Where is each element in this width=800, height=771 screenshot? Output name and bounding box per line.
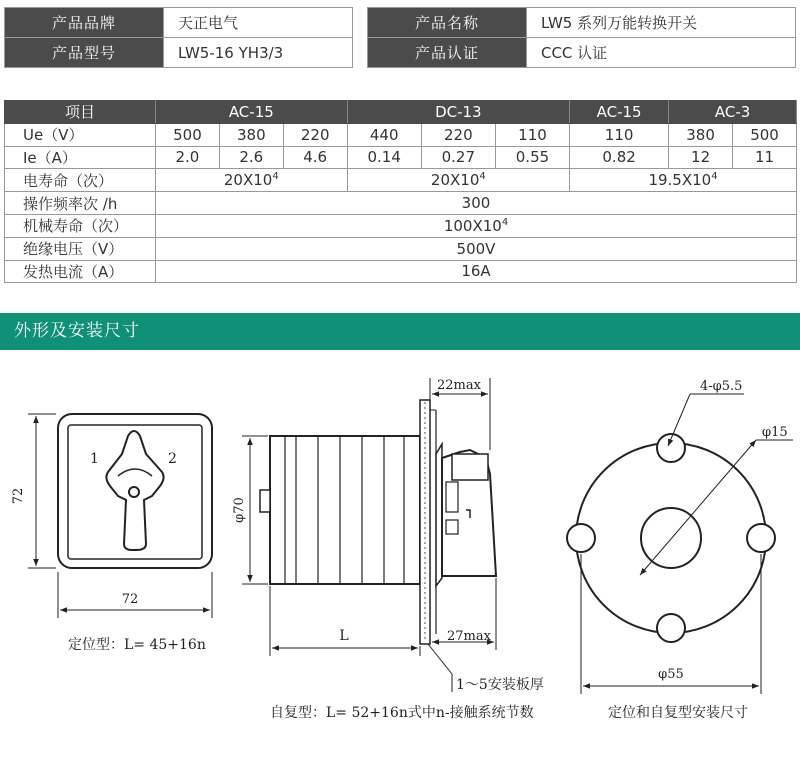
name-value: LW5 系列万能转换开关: [526, 8, 795, 38]
mech-value: 100X10: [443, 216, 502, 235]
side-view: [232, 378, 544, 721]
spec-header-row: [5, 101, 797, 124]
life-value-3: 19.5X10: [648, 171, 712, 190]
life-label: 电寿命（次）: [5, 169, 156, 192]
mount-hole: [747, 524, 775, 552]
product-info-table: [4, 7, 796, 68]
header-ac15-b: AC-15: [570, 101, 669, 124]
brand-label: 产品品牌: [5, 8, 164, 38]
table-cell: 0.27: [421, 146, 495, 169]
position-label-2: 2: [168, 451, 177, 467]
table-cell: 380: [219, 123, 283, 146]
insul-row: [5, 237, 797, 260]
mount-caption: 定位和自复型安装尺寸: [608, 705, 748, 721]
cert-label: 产品认证: [367, 38, 526, 68]
heat-value: 16A: [156, 260, 797, 283]
ie-row: [5, 146, 797, 169]
table-cell: 500: [733, 123, 797, 146]
exponent: 4: [501, 216, 509, 228]
mounting-view: [567, 379, 793, 721]
table-cell: 110: [495, 123, 569, 146]
insul-label: 绝缘电压（V）: [5, 237, 156, 260]
insul-value: 500V: [156, 237, 797, 260]
position-label-1: 1: [90, 451, 99, 467]
height-dim-label: 72: [11, 487, 26, 505]
mount-hole: [567, 524, 595, 552]
table-cell: 500: [156, 123, 220, 146]
life-value-1: 20X10: [223, 171, 273, 190]
table-cell: 0.14: [347, 146, 421, 169]
table-cell: 0.82: [570, 146, 669, 169]
front-view: [11, 414, 212, 653]
table-cell: 0.55: [495, 146, 569, 169]
freq-value: 300: [156, 192, 797, 215]
name-label: 产品名称: [367, 8, 526, 38]
cert-value: CCC 认证: [526, 38, 795, 68]
mech-label: 机械寿命（次）: [5, 214, 156, 237]
header-ac15-a: AC-15: [156, 101, 348, 124]
mech-row: [5, 214, 797, 237]
life-row: [5, 169, 797, 192]
heat-label: 发热电流（A）: [5, 260, 156, 283]
header-dc13: DC-13: [347, 101, 569, 124]
brand-value: 天正电气: [164, 8, 353, 38]
life-value-2: 20X10: [430, 171, 480, 190]
table-cell: 11: [733, 146, 797, 169]
model-value: LW5-16 YH3/3: [164, 38, 353, 68]
table-cell: 220: [421, 123, 495, 146]
header-ac3: AC-3: [669, 101, 797, 124]
exponent: 4: [711, 171, 718, 183]
top-dim-label: 22max: [437, 378, 481, 393]
table-cell: 440: [347, 123, 421, 146]
diameter-55-label: φ55: [658, 667, 684, 682]
plate-thickness-note: 1～5安装板厚: [456, 677, 544, 693]
front-caption: 定位型：L= 45+16n: [68, 637, 206, 653]
heat-row: [5, 260, 797, 283]
section-title: 外形及安装尺寸: [14, 321, 140, 341]
exponent: 4: [479, 171, 486, 183]
table-cell: 2.0: [156, 146, 220, 169]
section-header: [0, 313, 800, 350]
dimension-drawing: [0, 350, 800, 771]
ie-label: Ie（A）: [5, 146, 156, 169]
table-cell: 380: [669, 123, 733, 146]
table-cell: 4.6: [283, 146, 347, 169]
diameter-15-label: φ15: [762, 425, 788, 440]
mount-hole: [657, 614, 685, 642]
bottom-dim-label: 27max: [447, 629, 491, 644]
spec-table: [4, 100, 797, 283]
freq-row: [5, 192, 797, 215]
table-cell: 220: [283, 123, 347, 146]
side-caption: 自复型：L= 52+16n式中n-接触系统节数: [270, 705, 534, 721]
knob-handle: [106, 431, 163, 550]
freq-label: 操作频率次 /h: [5, 192, 156, 215]
ue-row: [5, 123, 797, 146]
header-item: 项目: [5, 101, 156, 124]
ue-label: Ue（V）: [5, 123, 156, 146]
length-dim-label: L: [339, 628, 349, 644]
table-cell: 12: [669, 146, 733, 169]
model-label: 产品型号: [5, 38, 164, 68]
diameter-70-label: φ70: [232, 497, 247, 523]
table-cell: 2.6: [219, 146, 283, 169]
exponent: 4: [272, 171, 279, 183]
table-cell: 110: [570, 123, 669, 146]
width-dim-label: 72: [121, 592, 139, 607]
hole-dim-label: 4-φ5.5: [700, 379, 743, 394]
